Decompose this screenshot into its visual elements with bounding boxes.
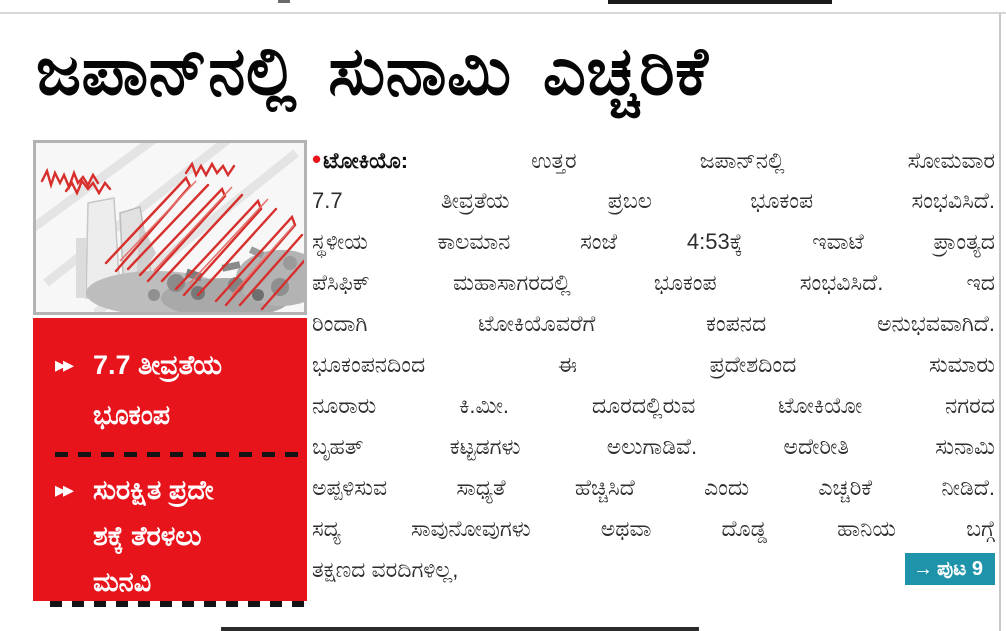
article-line: ಪೆಸಿಫಿಕ್ ಮಹಾಸಾಗರದಲ್ಲಿ ಭೂಕಂಪ ಸಂಭವಿಸಿದೆ. ಇದ bbox=[312, 270, 995, 295]
cropped-content-fragment bbox=[221, 627, 699, 631]
article-line bbox=[312, 549, 995, 590]
article-headline: ಜಪಾನ್‌ನಲ್ಲಿ ಸುನಾಮಿ ಎಚ್ಚರಿಕೆ bbox=[36, 35, 709, 109]
article-line: ಬೃಹತ್ ಕಟ್ಟಡಗಳು ಅಲುಗಾಡಿವೆ. ಅದೇರೀತಿ ಸುನಾಮಿ bbox=[312, 434, 995, 459]
article-line: ಭೂಕಂಪನದಿಂದ ಈ ಪ್ರದೇಶದಿಂದ ಸುಮಾರು bbox=[312, 352, 995, 377]
page-ref-label: ಪುಟ 9 bbox=[936, 558, 983, 580]
double-right-arrow-icon: ▸▸ bbox=[55, 477, 72, 502]
earthquake-photo bbox=[33, 140, 307, 315]
top-divider-rule bbox=[0, 12, 1006, 14]
article-line: ಸ್ಥಳೀಯ ಕಾಲಮಾನ ಸಂಜೆ 4:53ಕ್ಕೆ ಇವಾಟೆ ಪ್ರಾಂತ್ಯದ bbox=[312, 229, 995, 254]
cropped-content-fragment bbox=[278, 0, 290, 3]
dashed-separator bbox=[50, 601, 307, 607]
article-line bbox=[312, 139, 995, 180]
column-divider-rule bbox=[999, 13, 1001, 631]
highlight-box bbox=[33, 318, 307, 601]
dateline: ಟೋಕಿಯೊ: bbox=[323, 148, 409, 173]
page-ref-badge[interactable] bbox=[905, 553, 995, 585]
highlight-item-magnitude bbox=[55, 340, 307, 440]
cropped-content-fragment bbox=[608, 0, 832, 4]
article-line: ನೂರಾರು ಕಿ.ಮೀ. ದೂರದಲ್ಲಿರುವ ಟೋಕಿಯೋ ನಗರದ bbox=[312, 393, 995, 418]
article-line: ಅಪ್ಪಳಿಸುವ ಸಾಧ್ಯತೆ ಹೆಚ್ಚಿಸಿದೆ ಎಂದು ಎಚ್ಚರಿಕೆ ನೀಡಿದೆ. bbox=[312, 475, 995, 500]
article-text: ಉತ್ತರ ಜಪಾನ್‌ನಲ್ಲಿ ಸೋಮವಾರ bbox=[531, 148, 995, 173]
page-arrow-icon: → bbox=[912, 558, 933, 580]
highlight-item-text: 7.7 ತೀವ್ರತೆಯ ಭೂಕಂಪ bbox=[93, 350, 223, 430]
highlight-item-safety bbox=[55, 467, 307, 605]
double-right-arrow-icon: ▸▸ bbox=[55, 352, 72, 377]
article-line: 7.7 ತೀವ್ರತೆಯ ಪ್ರಬಲ ಭೂಕಂಪ ಸಂಭವಿಸಿದೆ. bbox=[312, 188, 995, 213]
red-bullet-icon: • bbox=[312, 144, 322, 174]
article-body bbox=[312, 139, 995, 590]
article-text: ತಕ್ಷಣದ ವರದಿಗಳಿಲ್ಲ, bbox=[312, 557, 459, 582]
article-line: ರಿಂದಾಗಿ ಟೋಕಿಯೊವರೆಗೆ ಕಂಪನದ ಅನುಭವವಾಗಿದೆ. bbox=[312, 311, 995, 336]
dashed-separator bbox=[55, 452, 307, 457]
seismograph-photo-graphic bbox=[36, 143, 304, 312]
highlight-item-text: ಸುರಕ್ಷಿತ ಪ್ರದೇ ಶಕ್ಕೆ ತೆರಳಲು ಮನವಿ bbox=[93, 475, 214, 597]
article-line: ಸದ್ಯ ಸಾವುನೋವುಗಳು ಅಥವಾ ದೊಡ್ಡ ಹಾನಿಯ ಬಗ್ಗೆ bbox=[312, 516, 995, 541]
